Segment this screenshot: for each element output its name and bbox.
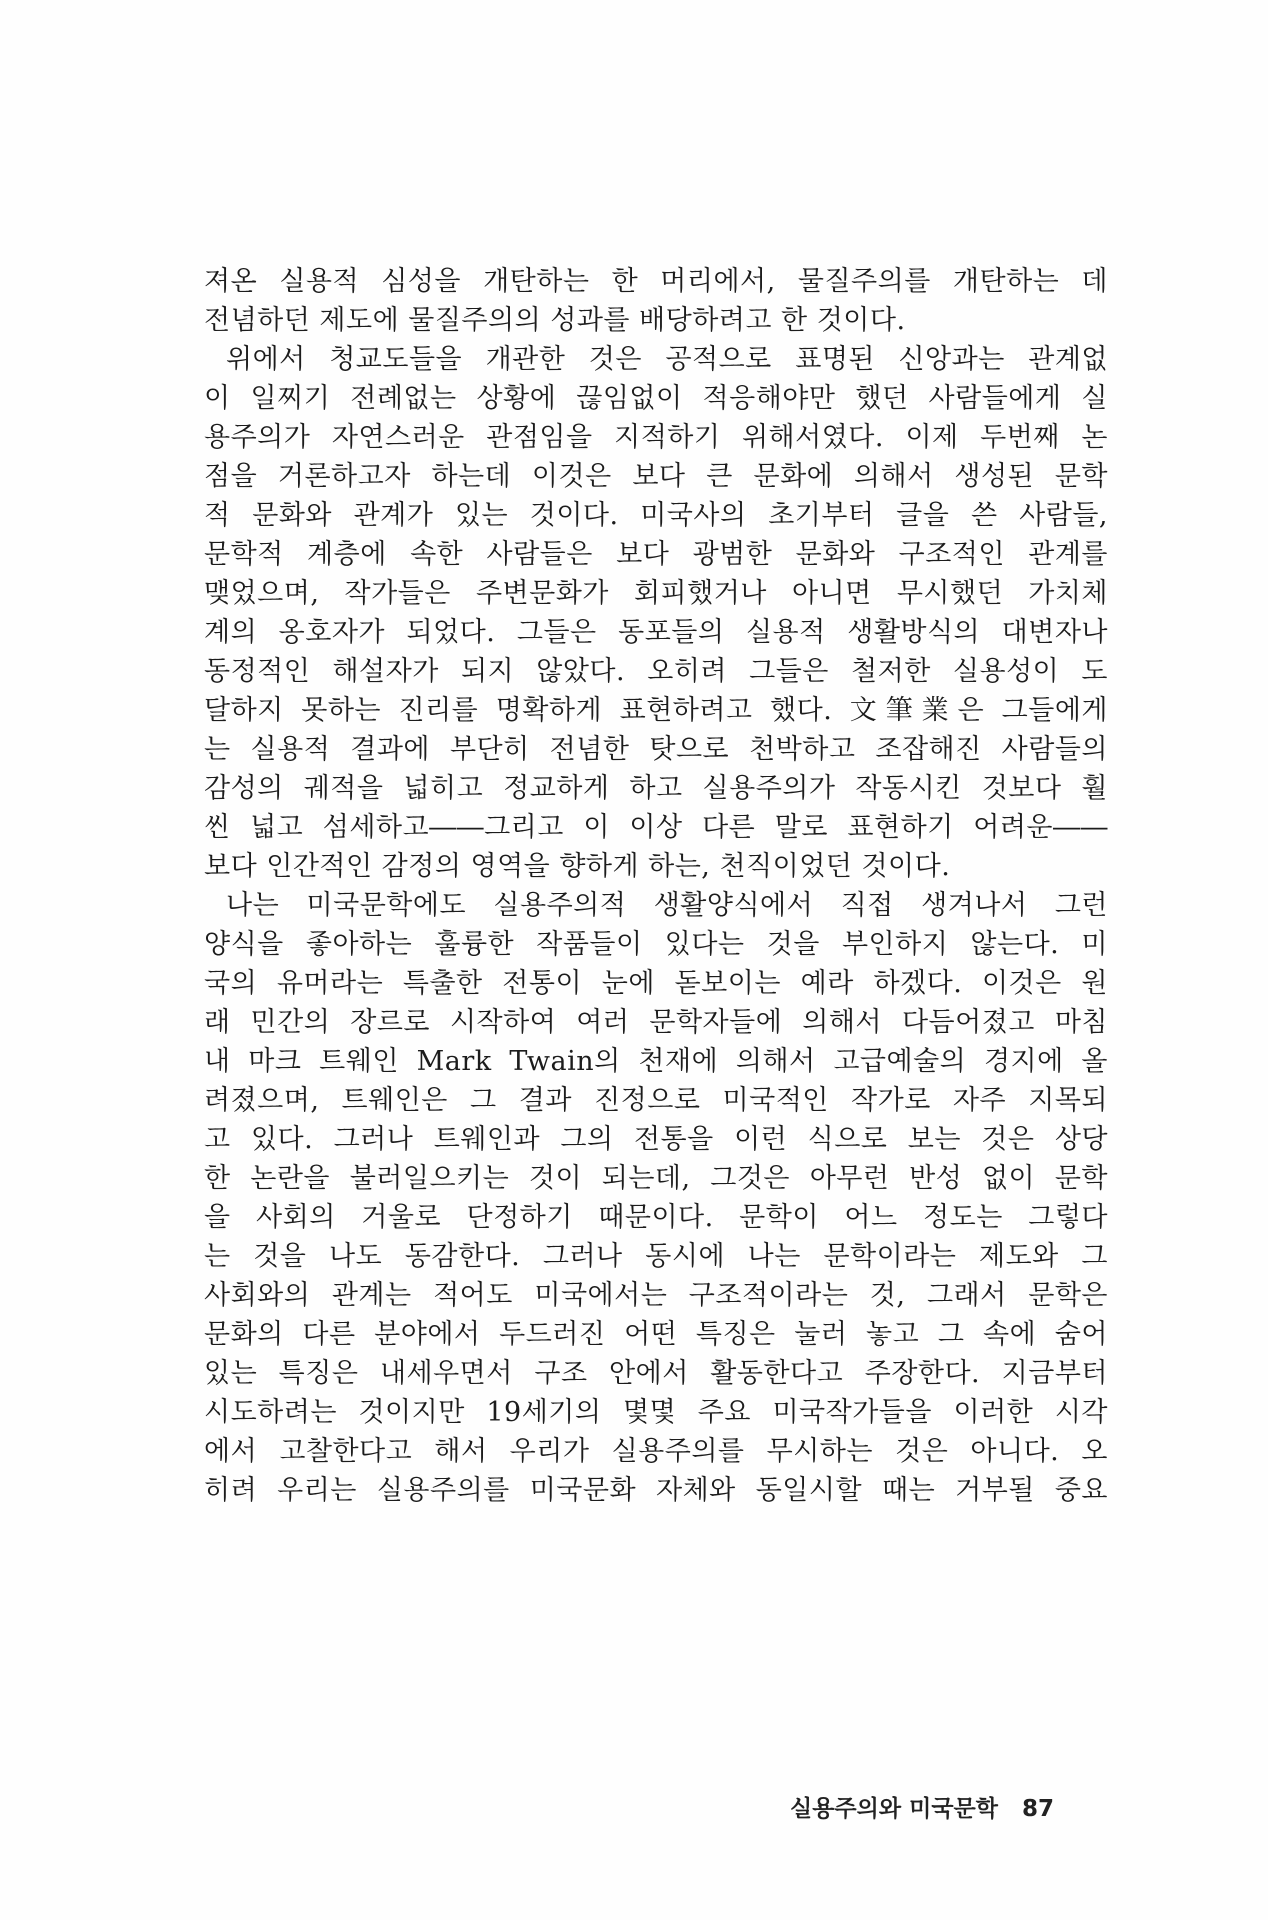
running-title: 실용주의와 미국문학	[790, 1796, 998, 1822]
text-line: 시도하려는 것이지만 19세기의 몇몇 주요 미국작가들을 이러한 시각	[204, 1397, 1108, 1428]
text-line: 래 민간의 장르로 시작하여 여러 문학자들에 의해서 다듬어졌고 마침	[204, 1007, 1108, 1038]
text-line: 보다 인간적인 감정의 영역을 향하게 하는, 천직이었던 것이다.	[204, 851, 951, 882]
text-line: 문화의 다른 분야에서 두드러진 어떤 특징은 눌러 놓고 그 속에 숨어	[204, 1319, 1108, 1350]
text-line: 있는 특징은 내세우면서 구조 안에서 활동한다고 주장한다. 지금부터	[204, 1358, 1108, 1389]
text-line: 을 사회의 거울로 단정하기 때문이다. 문학이 어느 정도는 그렇다	[204, 1202, 1108, 1233]
text-line: 려졌으며, 트웨인은 그 결과 진정으로 미국적인 작가로 자주 지목되	[204, 1085, 1108, 1116]
page-footer	[790, 1790, 1054, 1823]
text-line: 는 것을 나도 동감한다. 그러나 동시에 나는 문학이라는 제도와 그	[204, 1241, 1108, 1272]
body-text	[204, 262, 1108, 1510]
text-line: 한 논란을 불러일으키는 것이 되는데, 그것은 아무런 반성 없이 문학	[204, 1163, 1108, 1194]
text-line: 위에서 청교도들을 개관한 것은 공적으로 표명된 신앙과는 관계없	[226, 344, 1108, 375]
text-line: 달하지 못하는 진리를 명확하게 표현하려고 했다. 文筆業은 그들에게	[204, 695, 1108, 726]
text-line: 히려 우리는 실용주의를 미국문화 자체와 동일시할 때는 거부될 중요	[204, 1475, 1108, 1506]
text-line: 용주의가 자연스러운 관점임을 지적하기 위해서였다. 이제 두번째 논	[204, 422, 1108, 453]
text-line: 적 문화와 관계가 있는 것이다. 미국사의 초기부터 글을 쓴 사람들,	[204, 500, 1108, 531]
text-line: 씬 넓고 섬세하고――그리고 이 이상 다른 말로 표현하기 어려운――	[204, 812, 1108, 843]
text-line: 계의 옹호자가 되었다. 그들은 동포들의 실용적 생활방식의 대변자나	[204, 617, 1108, 648]
text-line: 국의 유머라는 특출한 전통이 눈에 돋보이는 예라 하겠다. 이것은 원	[204, 968, 1108, 999]
text-line: 는 실용적 결과에 부단히 전념한 탓으로 천박하고 조잡해진 사람들의	[204, 734, 1108, 765]
text-line: 내 마크 트웨인 Mark Twain의 천재에 의해서 고급예술의 경지에 올	[204, 1046, 1108, 1077]
text-line: 고 있다. 그러나 트웨인과 그의 전통을 이런 식으로 보는 것은 상당	[204, 1124, 1108, 1155]
text-line: 져온 실용적 심성을 개탄하는 한 머리에서, 물질주의를 개탄하는 데	[204, 266, 1108, 297]
text-line: 사회와의 관계는 적어도 미국에서는 구조적이라는 것, 그래서 문학은	[204, 1280, 1108, 1311]
page-number: 87	[1021, 1796, 1054, 1822]
text-line: 문학적 계층에 속한 사람들은 보다 광범한 문화와 구조적인 관계를	[204, 539, 1108, 570]
text-line: 맺었으며, 작가들은 주변문화가 회피했거나 아니면 무시했던 가치체	[204, 578, 1108, 609]
text-line: 양식을 좋아하는 훌륭한 작품들이 있다는 것을 부인하지 않는다. 미	[204, 929, 1108, 960]
text-line: 이 일찌기 전례없는 상황에 끊임없이 적응해야만 했던 사람들에게 실	[204, 383, 1108, 414]
text-line: 동정적인 해설자가 되지 않았다. 오히려 그들은 철저한 실용성이 도	[204, 656, 1108, 687]
text-line: 전념하던 제도에 물질주의의 성과를 배당하려고 한 것이다.	[204, 305, 906, 336]
text-line: 점을 거론하고자 하는데 이것은 보다 큰 문화에 의해서 생성된 문학	[204, 461, 1108, 492]
text-line: 감성의 궤적을 넓히고 정교하게 하고 실용주의가 작동시킨 것보다 훨	[204, 773, 1108, 804]
text-line: 나는 미국문학에도 실용주의적 생활양식에서 직접 생겨나서 그런	[226, 890, 1108, 921]
text-line: 에서 고찰한다고 해서 우리가 실용주의를 무시하는 것은 아니다. 오	[204, 1436, 1108, 1467]
